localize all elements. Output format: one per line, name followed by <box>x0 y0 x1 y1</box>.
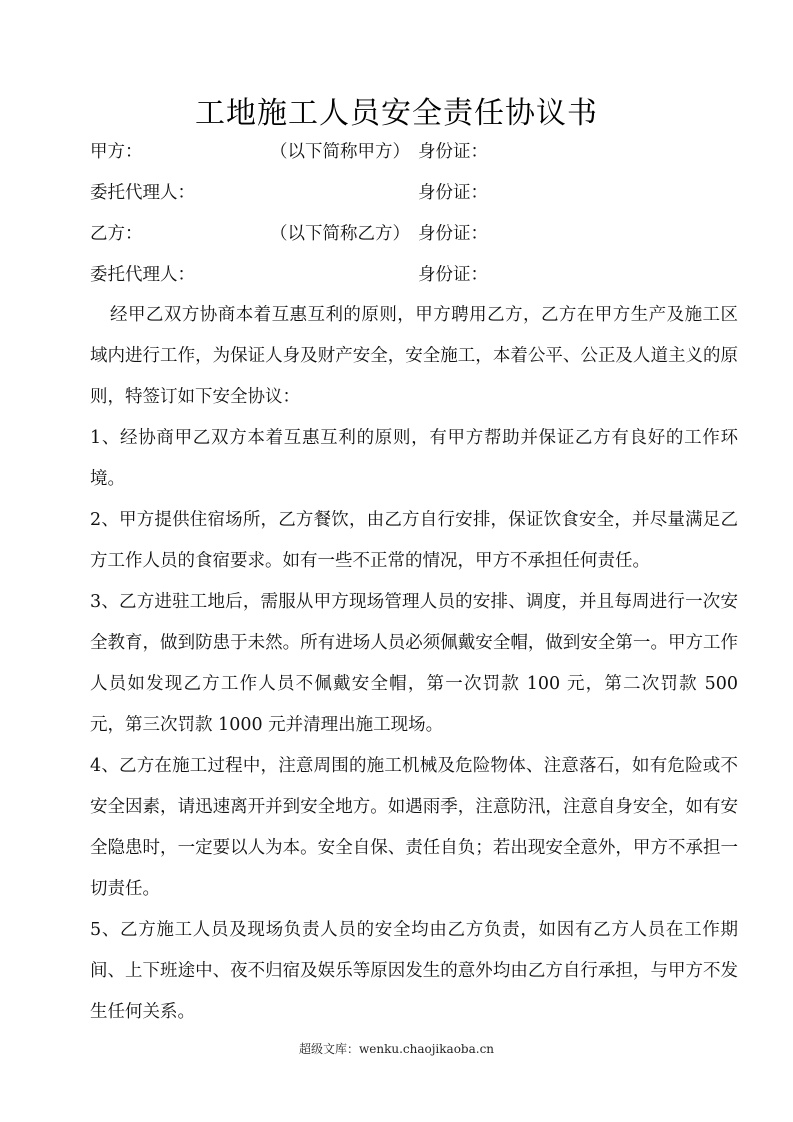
party-a-agent-label: 委托代理人： <box>90 183 195 203</box>
party-a-label: 甲方： <box>90 142 143 162</box>
clause-4: 4、乙方在施工过程中，注意周围的施工机械及危险物体、注意落石，如有危险或不安全因素，请迅速离开并到安全地方。如遇雨季，注意防汛，注意自身安全，如有安全隐患时，一定要以人为本。安全自保、责任自负；若出现安全意外，甲方不承担一切责任。 <box>90 756 738 899</box>
party-b-label: 乙方： <box>90 224 143 244</box>
clause-3: 3、乙方进驻工地后，需服从甲方现场管理人员的安排、调度，并且每周进行一次安全教育，做到防患于未然。所有进场人员必须佩戴安全帽，做到安全第一。甲方工作人员如发现乙方工作人员不佩戴安全帽，第一次罚款 100 元，第二次罚款 500 元，第三次罚款 1000 元并清理出施工现场。 <box>90 592 738 735</box>
footer-source: 超级文库：wenku.chaojikaoba.cn <box>298 1042 495 1056</box>
document-title: 工地施工人员安全责任协议书 <box>195 96 598 131</box>
party-b-note: （以下简称乙方） <box>270 224 410 244</box>
party-b-agent-id-label: 身份证： <box>418 265 488 285</box>
intro-paragraph: 经甲乙双方协商本着互惠互利的原则，甲方聘用乙方，乙方在甲方生产及施工区域内进行工作，为保证人身及财产安全，安全施工，本着公平、公正及人道主义的原则，特签订如下安全协议： <box>90 305 738 407</box>
party-a-agent-id-label: 身份证： <box>418 183 488 203</box>
party-a-note: （以下简称甲方） <box>270 142 410 162</box>
party-b-id-label: 身份证： <box>418 224 488 244</box>
clause-5: 5、乙方施工人员及现场负责人员的安全均由乙方负责，如因有乙方人员在工作期间、上下班途中、夜不归宿及娱乐等原因发生的意外均由乙方自行承担，与甲方不发生任何关系。 <box>90 920 738 1022</box>
party-a-id-label: 身份证： <box>418 142 488 162</box>
party-b-agent-label: 委托代理人： <box>90 265 195 285</box>
clause-1: 1、经协商甲乙双方本着互惠互利的原则，有甲方帮助并保证乙方有良好的工作环境。 <box>90 428 738 489</box>
clause-2: 2、甲方提供住宿场所，乙方餐饮，由乙方自行安排，保证饮食安全，并尽量满足乙方工作人员的食宿要求。如有一些不正常的情况，甲方不承担任何责任。 <box>90 510 738 571</box>
